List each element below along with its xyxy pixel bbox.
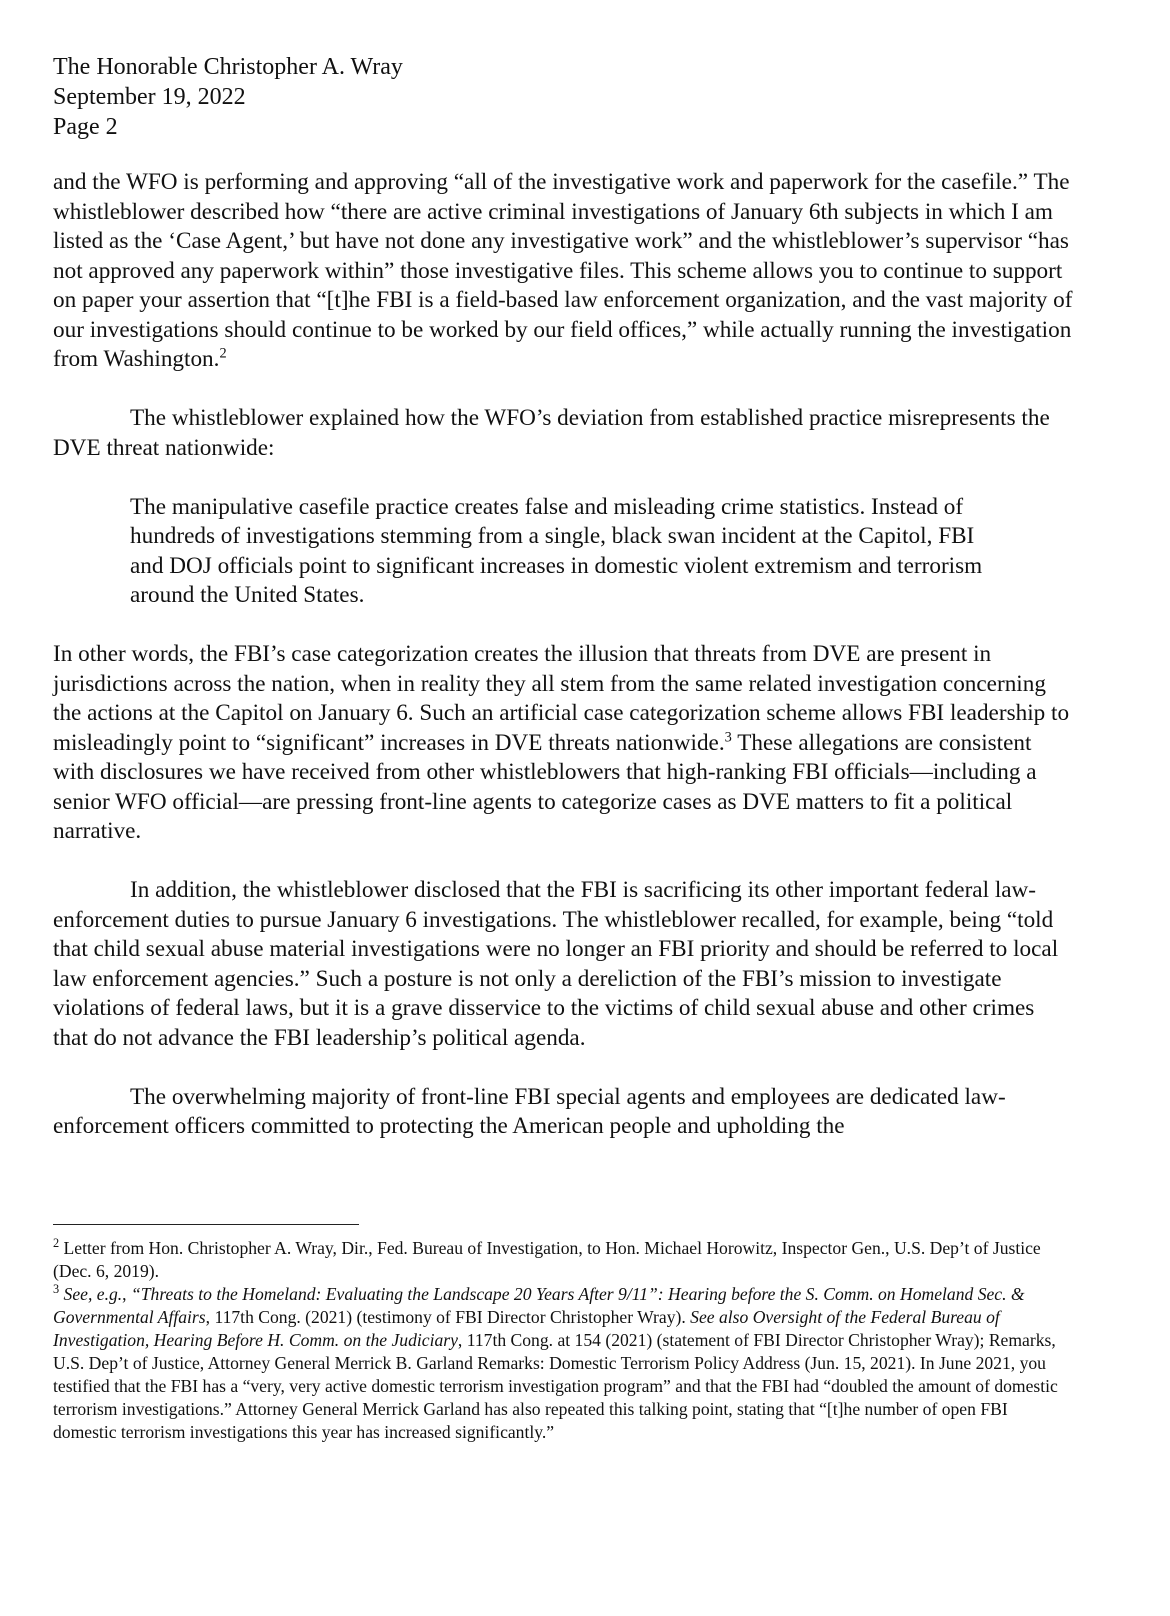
letter-body xyxy=(53,168,1073,1171)
footnote-3-sep-2: , 117th Cong. (2021) (testimony of FBI Director Christopher Wray). xyxy=(205,1307,691,1327)
paragraph-3 xyxy=(53,640,1073,847)
recipient-line: The Honorable Christopher A. Wray xyxy=(53,54,403,80)
footnote-3-see-also: See also xyxy=(690,1307,749,1327)
footnote-2 xyxy=(53,1237,1063,1283)
footnote-3 xyxy=(53,1283,1063,1444)
footnote-3-mark: 3 xyxy=(53,1282,60,1297)
paragraph-1 xyxy=(53,168,1073,375)
footnote-2-text: Letter from Hon. Christopher A. Wray, Dir., Fed. Bureau of Investigation, to Hon. Michael Horowitz, Inspector Gen., U.S. Dep’t of Justice (Dec. 6, 2019). xyxy=(53,1238,1041,1281)
footnote-3-rest: , 117th Cong. at 154 (2021) (statement of FBI Director Christopher Wray); Remarks, U.S. Dep’t of Justice, Attorney General Merrick B. Garland Remarks: Domestic Terrorism Policy Address (Jun. 15, 2021). In June 2021, you testified that the FBI has a “very, very active domestic terrorism investigation program” and that the FBI had “doubled the amount of domestic terrorism investigations.” Attorney General Merrick Garland has also repeated this talking point, stating that “[t]he number of open FBI domestic terrorism investigations this year has increased significantly.” xyxy=(53,1330,1058,1442)
footnotes xyxy=(53,1237,1063,1444)
footnote-3-sep-1: , xyxy=(122,1284,131,1304)
date-line: September 19, 2022 xyxy=(53,84,246,110)
paragraph-5: The overwhelming majority of front-line FBI special agents and employees are dedicated law-enforcement officers committed to protecting the American people and upholding the xyxy=(53,1083,1006,1139)
paragraph-1-text: and the WFO is performing and approving “all of the investigative work and paperwork for the casefile.” The whistleblower described how “there are active criminal investigations of January 6th subjects in which I am listed as the ‘Case Agent,’ but have not done any investigative work” and the whistleblower’s supervisor “has not approved any paperwork within” those investigative files. This scheme allows you to continue to support on paper your assertion that “[t]he FBI is a field-based law enforcement organization, and the vast majority of our investigations should continue to be worked by our field offices,” while actually running the investigation from Washington. xyxy=(53,169,1073,372)
letter-header xyxy=(53,52,403,142)
page-number: Page 2 xyxy=(53,114,118,140)
footnote-3-title-1: “Threats to the Homeland: Evaluating the Landscape 20 Years After 9/11”: Hearing before the S. Comm. on Homeland Sec. & Governmental Affairs xyxy=(53,1284,1025,1327)
paragraph-4: In addition, the whistleblower disclosed that the FBI is sacrificing its other important federal law-enforcement duties to pursue January 6 investigations. The whistleblower recalled, for example, being “told that child sexual abuse material investigations were no longer an FBI priority and should be referred to local law enforcement agencies.” Such a posture is not only a dereliction of the FBI’s mission to investigate violations of federal laws, but it is a grave disservice to the victims of child sexual abuse and other crimes that do not advance the FBI leadership’s political agenda. xyxy=(53,877,1059,1051)
block-quote: The manipulative casefile practice creates false and misleading crime statistics. Instead of hundreds of investigations stemming from a single, black swan incident at the Capitol, FBI and DOJ officials point to significant increases in domestic violent extremism and terrorism around the United States. xyxy=(130,493,983,608)
footnote-3-title-2: Oversight of the Federal Bureau of Investigation, Hearing Before H. Comm. on the Judiciary xyxy=(53,1307,1000,1350)
paragraph-3-text-b: These allegations are consistent with disclosures we have received from other whistleblowers that high-ranking FBI officials—including a senior WFO official—are pressing front-line agents to categorize cases as DVE matters to fit a political narrative. xyxy=(53,729,1037,844)
paragraph-3-text-a: In other words, the FBI’s case categorization creates the illusion that threats from DVE are present in jurisdictions across the nation, when in reality they all stem from the same related investigation concerning the actions at the Capitol on January 6. Such an artificial case categorization scheme allows FBI leadership to misleadingly point to “significant” increases in DVE threats nationwide. xyxy=(53,641,1070,756)
footnote-2-mark: 2 xyxy=(53,1236,60,1251)
paragraph-2: The whistleblower explained how the WFO’s deviation from established practice misrepresents the DVE threat nationwide: xyxy=(53,405,1050,461)
footnote-divider xyxy=(53,1224,359,1225)
footnote-ref-3: 3 xyxy=(724,728,732,745)
footnote-3-see: See, e.g. xyxy=(59,1284,123,1304)
footnote-ref-2: 2 xyxy=(219,345,227,362)
